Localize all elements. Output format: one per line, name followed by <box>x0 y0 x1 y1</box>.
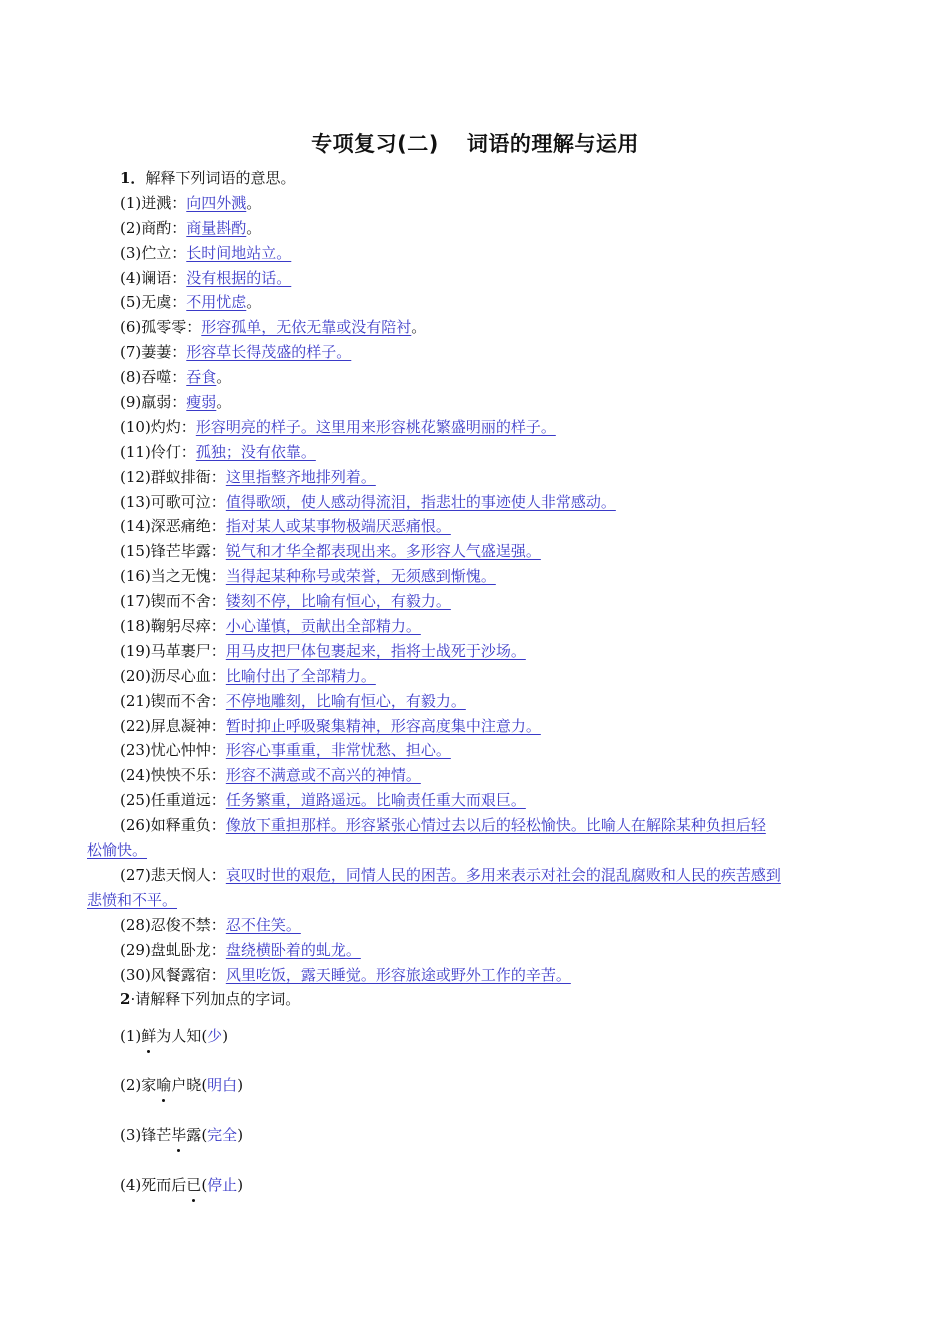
item-answer: 盘绕横卧着的虬龙。 <box>225 940 361 959</box>
vocab-item <box>87 440 867 465</box>
item-term: 怏怏不乐： <box>150 766 226 785</box>
word-char: 锋 <box>141 1126 157 1145</box>
item-term: 任重道远： <box>150 791 226 810</box>
item-number: (1) <box>120 1027 142 1046</box>
item-number: (20) <box>120 666 151 685</box>
item-number: (23) <box>120 741 151 760</box>
item-term: 马革裹尸： <box>150 641 226 660</box>
item-answer: 完全 <box>207 1126 238 1145</box>
question-1-heading <box>87 166 867 191</box>
item-number: (10) <box>120 417 151 436</box>
emphasized-char: 毕 <box>171 1123 186 1147</box>
vocab-item <box>87 863 867 888</box>
item-term: 伫立： <box>141 243 187 262</box>
paren-open: ( <box>201 1027 208 1046</box>
item-term: 悲天悯人： <box>150 865 226 884</box>
item-answer: 不停地雕刻，比喻有恒心，有毅力。 <box>225 691 466 710</box>
paren-open: ( <box>201 1126 208 1145</box>
word-char: 户 <box>171 1076 187 1095</box>
emphasized-char: 鲜 <box>141 1024 156 1048</box>
dotted-char-item <box>87 1162 867 1212</box>
item-tail: 。 <box>246 293 262 312</box>
vocab-item <box>87 340 867 365</box>
item-answer: 长时间地站立。 <box>186 243 292 262</box>
item-answer-continued: 悲愤和不平。 <box>87 890 178 909</box>
word-char: 芒 <box>156 1126 172 1145</box>
item-number: (12) <box>120 467 151 486</box>
item-term: 沥尽心血： <box>150 666 226 685</box>
item-term: 风餐露宿： <box>150 965 226 984</box>
word-char: 人 <box>171 1027 187 1046</box>
question-number: 1． <box>120 169 146 187</box>
item-term: 伶仃： <box>150 442 196 461</box>
vocab-item <box>87 490 867 515</box>
item-number: (25) <box>120 791 151 810</box>
item-number: (16) <box>120 567 151 586</box>
paren-close: ) <box>237 1076 244 1095</box>
item-term: 屏息凝神： <box>150 716 226 735</box>
item-tail: 。 <box>216 368 232 387</box>
item-tail: 。 <box>246 193 262 212</box>
vocab-item <box>87 315 867 340</box>
vocab-item <box>87 465 867 490</box>
item-term: 忍俊不禁： <box>150 915 226 934</box>
item-number: (1) <box>120 193 142 212</box>
paren-close: ) <box>237 1126 244 1145</box>
item-answer: 忍不住笑。 <box>225 915 301 934</box>
item-number: (2) <box>120 218 142 237</box>
item-answer: 向四外溅 <box>186 193 247 212</box>
vocab-item-continuation <box>87 838 867 863</box>
item-answer: 风里吃饭，露天睡觉。形容旅途或野外工作的辛苦。 <box>225 965 571 984</box>
item-number: (17) <box>120 592 151 611</box>
item-answer: 暂时抑止呼吸聚集精神，形容高度集中注意力。 <box>225 716 541 735</box>
vocab-item <box>87 290 867 315</box>
vocab-item <box>87 738 867 763</box>
paren-open: ( <box>201 1176 208 1195</box>
item-term: 盘虬卧龙： <box>150 940 226 959</box>
vocab-item <box>87 514 867 539</box>
paren-close: ) <box>222 1027 229 1046</box>
dotted-char-item <box>87 1112 867 1162</box>
item-term: 萋萋： <box>141 343 187 362</box>
item-term: 商酌： <box>141 218 187 237</box>
item-answer: 比喻付出了全部精力。 <box>225 666 376 685</box>
item-number: (4) <box>120 268 142 287</box>
item-number: (26) <box>120 816 151 835</box>
item-tail: 。 <box>411 318 427 337</box>
item-number: (18) <box>120 617 151 636</box>
word-char: 知 <box>186 1027 202 1046</box>
item-answer: 瘦弱 <box>186 393 217 412</box>
vocab-item <box>87 266 867 291</box>
item-number: (4) <box>120 1176 142 1195</box>
item-answer: 形容心事重重，非常忧愁、担心。 <box>225 741 451 760</box>
item-number: (13) <box>120 492 151 511</box>
question-prompt: 解释下列词语的意思。 <box>145 169 296 187</box>
vocab-item <box>87 191 867 216</box>
item-answer: 指对某人或某事物极端厌恶痛恨。 <box>225 517 451 536</box>
question-number: 2 <box>120 990 131 1009</box>
vocab-item <box>87 216 867 241</box>
word-char: 后 <box>171 1176 187 1195</box>
item-answer: 没有根据的话。 <box>186 268 292 287</box>
item-tail: 。 <box>216 393 232 412</box>
item-number: (14) <box>120 517 151 536</box>
vocab-item <box>87 415 867 440</box>
word-char: 而 <box>156 1176 172 1195</box>
item-term: 谰语： <box>141 268 187 287</box>
item-number: (5) <box>120 293 142 312</box>
word-char: 家 <box>141 1076 157 1095</box>
vocab-item <box>87 714 867 739</box>
item-answer: 任务繁重，道路遥远。比喻责任重大而艰巨。 <box>225 791 526 810</box>
question-prompt: ·请解释下列加点的字词。 <box>130 990 301 1009</box>
vocab-item <box>87 589 867 614</box>
item-number: (7) <box>120 343 142 362</box>
item-answer: 用马皮把尸体包裹起来，指将士战死于沙场。 <box>225 641 526 660</box>
item-term: 迸溅： <box>141 193 187 212</box>
question-2-heading <box>87 987 867 1012</box>
paren-close: ) <box>237 1176 244 1195</box>
item-answer: 形容明亮的样子。这里用来形容桃花繁盛明丽的样子。 <box>195 417 556 436</box>
word-char: 露 <box>186 1126 202 1145</box>
item-term: 可歌可泣： <box>150 492 226 511</box>
page-title <box>0 128 950 158</box>
item-term: 群蚁排衙： <box>150 467 226 486</box>
item-answer: 像放下重担那样。形容紧张心情过去以后的轻松愉快。比喻人在解除某种负担后轻 <box>225 816 766 835</box>
vocab-item <box>87 241 867 266</box>
vocab-item <box>87 689 867 714</box>
item-answer: 不用忧虑 <box>186 293 247 312</box>
item-answer: 这里指整齐地排列着。 <box>225 467 376 486</box>
title-left: 专项复习(二) <box>311 132 439 156</box>
vocab-item <box>87 564 867 589</box>
item-number: (27) <box>120 865 151 884</box>
item-term: 锲而不舍： <box>150 592 226 611</box>
item-number: (28) <box>120 915 151 934</box>
item-term: 羸弱： <box>141 393 187 412</box>
word-char: 晓 <box>186 1076 202 1095</box>
dotted-char-item <box>87 1012 867 1062</box>
item-term: 锲而不舍： <box>150 691 226 710</box>
dotted-char-list <box>87 1012 867 1212</box>
vocab-item <box>87 963 867 988</box>
item-answer: 商量斟酌 <box>186 218 247 237</box>
word-char: 死 <box>141 1176 157 1195</box>
item-number: (9) <box>120 393 142 412</box>
item-number: (30) <box>120 965 151 984</box>
item-answer-continued: 松愉快。 <box>87 841 148 860</box>
item-term: 孤零零： <box>141 318 202 337</box>
item-tail: 。 <box>246 218 262 237</box>
item-number: (2) <box>120 1076 142 1095</box>
vocab-item <box>87 639 867 664</box>
item-answer: 值得歌颂，使人感动得流泪，指悲壮的事迹使人非常感动。 <box>225 492 616 511</box>
emphasized-char: 喻 <box>156 1073 171 1097</box>
item-number: (21) <box>120 691 151 710</box>
item-answer: 小心谨慎，贡献出全部精力。 <box>225 617 421 636</box>
emphasized-char: 已 <box>186 1173 201 1197</box>
word-char: 为 <box>156 1027 172 1046</box>
item-term: 忧心忡忡： <box>150 741 226 760</box>
item-answer: 形容不满意或不高兴的神情。 <box>225 766 421 785</box>
title-right: 词语的理解与运用 <box>466 132 639 156</box>
item-answer: 镂刻不停，比喻有恒心，有毅力。 <box>225 592 451 611</box>
item-term: 灼灼： <box>150 417 196 436</box>
item-answer: 少 <box>207 1027 223 1046</box>
vocab-item <box>87 763 867 788</box>
item-answer: 孤独；没有依靠。 <box>195 442 316 461</box>
item-term: 如释重负： <box>150 816 226 835</box>
item-answer: 形容孤单，无依无靠或没有陪衬 <box>201 318 412 337</box>
item-answer: 停止 <box>207 1176 238 1195</box>
vocab-item <box>87 913 867 938</box>
item-term: 鞠躬尽瘁： <box>150 617 226 636</box>
item-term: 吞噬： <box>141 368 187 387</box>
vocab-item-continuation <box>87 888 867 913</box>
vocab-item <box>87 365 867 390</box>
item-number: (29) <box>120 940 151 959</box>
item-number: (8) <box>120 368 142 387</box>
item-number: (15) <box>120 542 151 561</box>
item-number: (24) <box>120 766 151 785</box>
item-number: (6) <box>120 318 142 337</box>
content <box>87 166 867 1212</box>
item-term: 当之无愧： <box>150 567 226 586</box>
item-number: (11) <box>120 442 151 461</box>
item-number: (19) <box>120 641 151 660</box>
item-number: (3) <box>120 243 142 262</box>
item-answer: 明白 <box>207 1076 238 1095</box>
item-number: (22) <box>120 716 151 735</box>
item-term: 深恶痛绝： <box>150 517 226 536</box>
item-answer: 哀叹时世的艰危，同情人民的困苦。多用来表示对社会的混乱腐败和人民的疾苦感到 <box>225 865 781 884</box>
vocab-item <box>87 614 867 639</box>
vocab-item <box>87 539 867 564</box>
item-number: (3) <box>120 1126 142 1145</box>
vocab-item <box>87 390 867 415</box>
vocab-item <box>87 788 867 813</box>
item-answer: 形容草长得茂盛的样子。 <box>186 343 352 362</box>
item-answer: 吞食 <box>186 368 217 387</box>
vocab-item <box>87 813 867 838</box>
dotted-char-item <box>87 1062 867 1112</box>
item-answer: 当得起某种称号或荣誉，无须感到惭愧。 <box>225 567 496 586</box>
paren-open: ( <box>201 1076 208 1095</box>
item-term: 无虞： <box>141 293 187 312</box>
item-answer: 锐气和才华全都表现出来。多形容人气盛逞强。 <box>225 542 541 561</box>
vocab-item <box>87 664 867 689</box>
vocab-item <box>87 938 867 963</box>
item-term: 锋芒毕露： <box>150 542 226 561</box>
vocab-list <box>87 191 867 988</box>
